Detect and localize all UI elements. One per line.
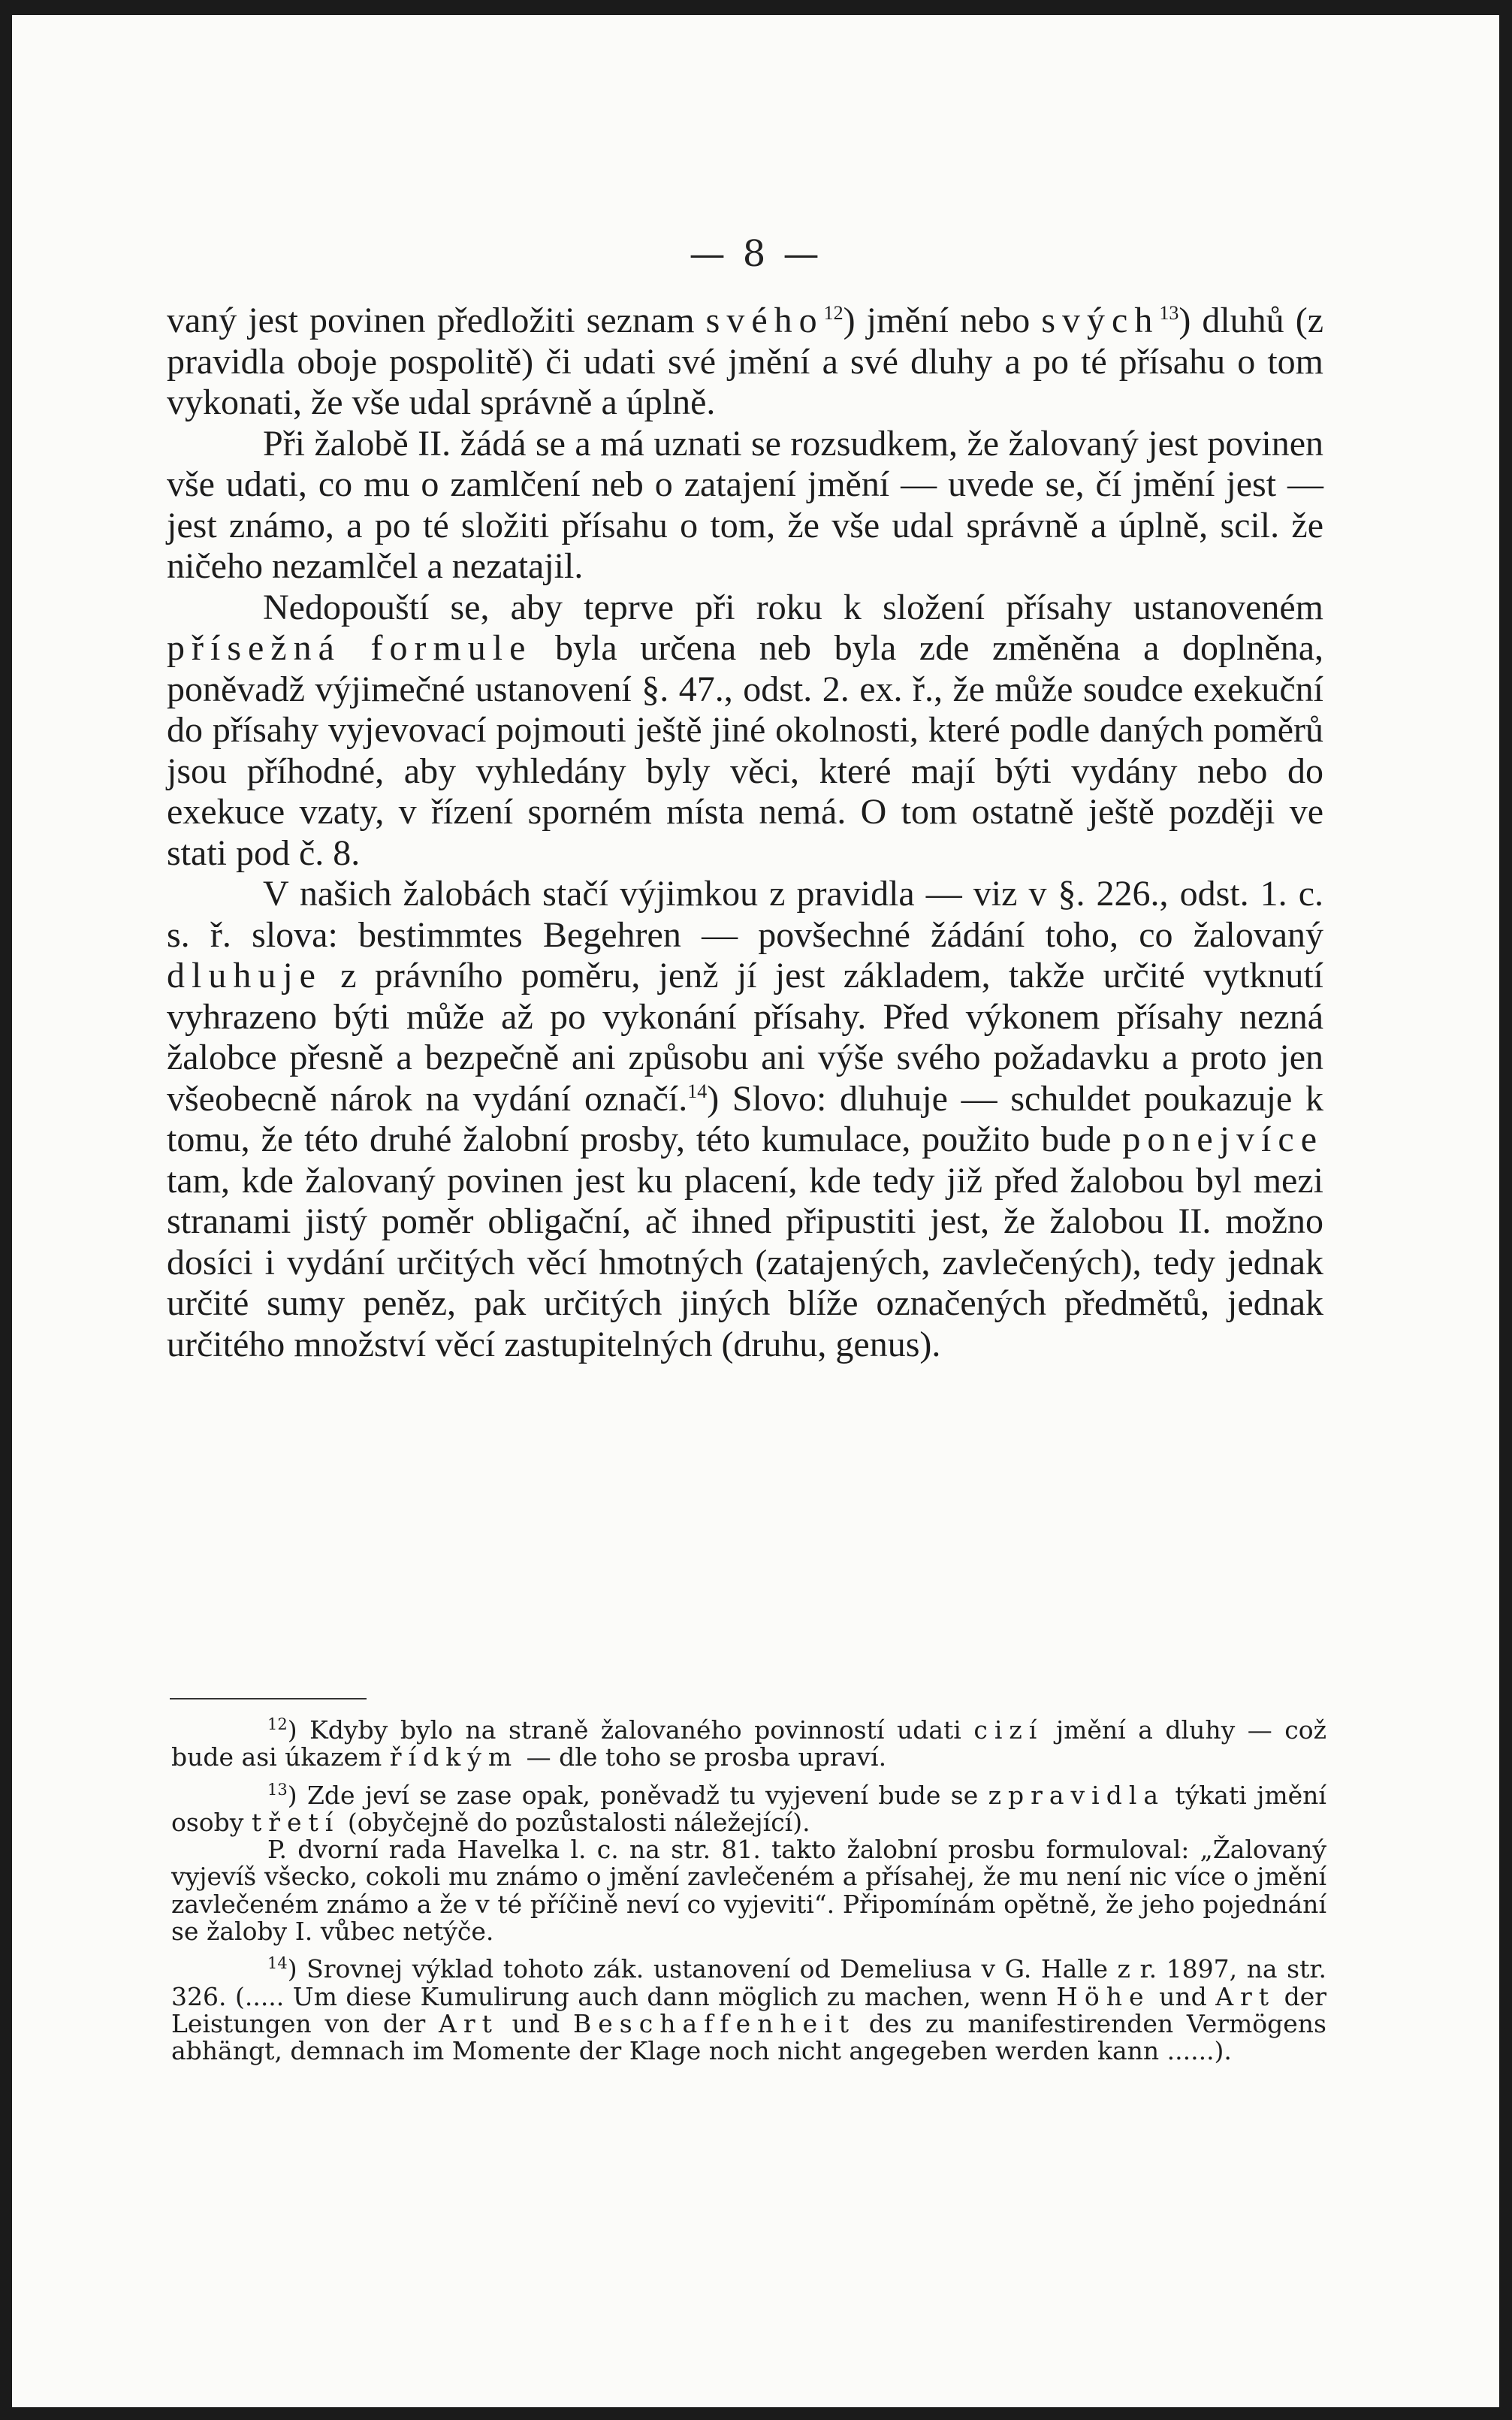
paragraph-2: Při žalobě II. žádá se a má uznati se rozsudkem, že žalovaný jest povinen vše udati, co mu o zamlčení neb o zatajení jmění — uvede se, čí jmění jest — jest známo, a po té složiti přísahu o tom, že vše udal správně a úplně, scil. že ničeho nezamlčel a nezatajil.: [167, 423, 1323, 586]
footnote-mark: 12: [267, 1715, 288, 1733]
footnote-12: [171, 1717, 1326, 1772]
text-run: des zu manifestirenden Vermögens abhängt, demnach im Momente der Klage noch nicht angegeben werden kann ......).: [171, 2008, 1326, 2066]
paragraph-4: [167, 874, 1323, 1365]
text-run: V našich žalobách stačí výjimkou z pravidla — viz v §. 226., odst. 1. c. s. ř. slova: bestimmtes Begehren — povšechné žádání toho, co žalovaný: [167, 874, 1323, 955]
spaced-text: svého: [705, 301, 824, 340]
spaced-text: svých: [1041, 301, 1160, 340]
text-run: der Leistungen von der: [171, 1981, 1326, 2038]
footnote-13-continued: P. dvorní rada Havelka l. c. na str. 81. takto žalobní prosbu formuloval: „Žalovaný vyjevíš všecko, cokoli mu známo o jmění zavlečeném a přísahej, že mu není nic více o jmění zavlečeném známo a že v té příčině neví co vyjeviti“. Připomínám opětně, že jeho pojednání se žaloby I. vůbec netýče.: [171, 1835, 1326, 1947]
text-run: týkati jmění osoby: [171, 1780, 1326, 1837]
text-run: ) Kdyby bylo na straně žalovaného povinností udati: [287, 1715, 974, 1745]
text-run: — dle toho se prosba upraví.: [518, 1742, 887, 1772]
spaced-text: Art: [439, 2008, 499, 2038]
text-run: ) dluhů (z pravidla oboje pospolitě) či udati své jmění a své dluhy a po té přísahu o tom vykonati, že vše udal správně a úplně.: [167, 301, 1324, 422]
spaced-text: cizí: [973, 1715, 1044, 1745]
spaced-text: zpravidla: [988, 1780, 1166, 1810]
text-run: ) jmění nebo: [843, 301, 1042, 340]
text-run: z právního poměru, jenž jí jest základem, takže určité vytknutí vyhrazeno býti může až po vykonání přísahy. Před výkonem přísahy nezná žalobce přesně a bezpečně ani způsobu ani výše svého požadavku a proto jen všeobecně nárok na vydání označí.: [167, 956, 1323, 1119]
footnote-ref-12: 12: [823, 302, 844, 324]
spaced-text: dluhuje: [167, 956, 322, 995]
footnote-ref-13: 13: [1159, 302, 1179, 324]
main-text: [167, 301, 1323, 1365]
text-run: byla určena neb byla zde změněna a doplněna, poněvadž výjimečné ustanovení §. 47., odst. 2. ex. ř., že může soudce exekuční do přísahy vyjevovací pojmouti ještě jiné okolnosti, které podle daných poměrů jsou příhodné, aby vyhledány byly věci, které mají býti vydány nebo do exekuce vzaty, v řízení sporném místa nemá. O tom ostatně ještě později ve stati pod č. 8.: [167, 628, 1324, 873]
text-run: ) Srovnej výklad tohoto zák. ustanovení od Demeliusa v G. Halle z r. 1897, na str. 326. (..... Um diese Kumulirung auch dann möglich zu machen, wenn: [171, 1954, 1326, 2011]
footnotes: [171, 1717, 1326, 2065]
page-number: — 8 —: [689, 233, 822, 275]
book-page: [12, 15, 1499, 2407]
spaced-text: Art: [1215, 1981, 1276, 2011]
text-run: und: [1150, 1981, 1216, 2011]
text-run: ) Zde jeví se zase opak, poněvadž tu vyjevení bude se: [287, 1780, 988, 1810]
text-run: tam, kde žalovaný povinen jest ku placení, kde tedy již před žalobou byl mezi stranami jistý poměr obligační, ač ihned připustiti jest, že žalobou II. možno dosíci i vydání určitých věcí hmotných (zatajených, zavlečených), tedy jednak určité sumy peněz, pak určitých jiných blíže označených předmětů, jednak určitého množství věcí zastupitelných (druhu, genus).: [167, 1160, 1323, 1364]
spaced-text: ponejvíce: [1122, 1119, 1323, 1159]
footnote-mark: 13: [267, 1780, 288, 1799]
spaced-text: řídkým: [389, 1742, 519, 1772]
spaced-text: třetí: [251, 1807, 340, 1837]
footnote-mark: 14: [267, 1954, 288, 1973]
footnote-ref-14: 14: [687, 1080, 708, 1102]
text-run: Nedopouští se, aby teprve při roku k složení přísahy ustanoveném: [263, 587, 1323, 627]
paragraph-3: [167, 588, 1323, 875]
text-run: (obyčejně do pozůstalosti náležející).: [340, 1807, 810, 1837]
text-run: ) Slovo: dluhuje — schuldet poukazuje k tomu, že této druhé žalobní prosby, této kumulace, použito bude: [167, 1078, 1323, 1159]
footnote-13: [171, 1782, 1326, 1837]
spaced-text: Höhe: [1056, 1981, 1151, 2011]
footnote-separator: [170, 1698, 367, 1699]
text-run: und: [498, 2008, 574, 2038]
spaced-text: přísežná formule: [167, 628, 533, 668]
text-run: jmění a dluhy — což bude asi úkazem: [171, 1715, 1326, 1772]
spaced-text: Beschaffenheit: [573, 2008, 856, 2038]
text-run: vaný jest povinen předložiti seznam: [167, 301, 706, 340]
footnote-14: [171, 1956, 1326, 2065]
paragraph-1: [167, 301, 1323, 424]
